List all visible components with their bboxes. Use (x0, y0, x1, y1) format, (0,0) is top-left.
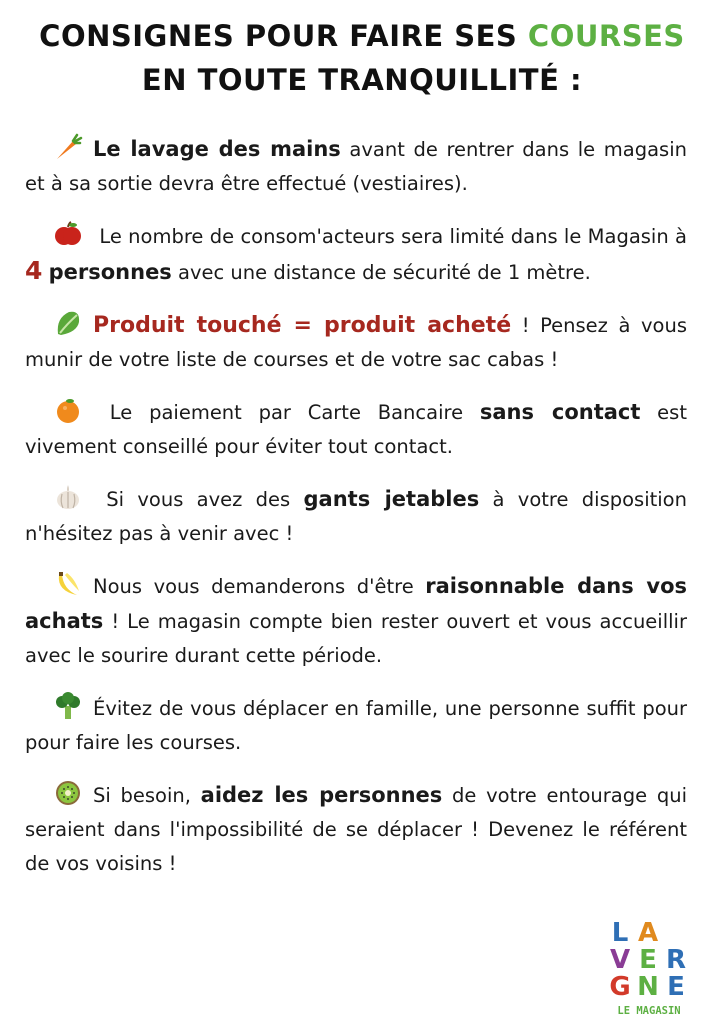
broccoli-icon (53, 691, 83, 721)
title-line-2: EN TOUTE TRANQUILLITÉ : (141, 63, 583, 97)
rule-text: de votre entourage qui seraient dans l'impossibilité de se déplacer ! Devenez le référent de vos voisins ! (25, 784, 687, 875)
rule-item (25, 308, 687, 377)
rule-text: Nous vous demanderons d'être (93, 575, 426, 598)
logo-row (606, 920, 692, 946)
logo-letter: A (637, 918, 659, 948)
rule-text: à votre disposition n'hésitez pas à venir avec ! (25, 488, 687, 545)
logo-letter: R (665, 945, 687, 975)
rule-text: Si vous avez des (93, 488, 304, 511)
logo-letter: G (609, 972, 631, 1002)
logo-subtitle: LE MAGASIN (617, 1005, 681, 1017)
la-vergne-logo (606, 920, 692, 1020)
kiwi-icon (53, 778, 83, 808)
rule-text: Évitez de vous déplacer en famille, une personne suffit pour pour faire les courses. (25, 697, 687, 754)
rule-item (25, 132, 687, 201)
logo-letter: L (611, 918, 629, 948)
rule-text: ! Le magasin compte bien rester ouvert et vous accueillir avec le sourire durant cette période. (25, 610, 687, 667)
rule-emphasis: raisonnable dans vos achats (25, 574, 687, 633)
logo-row (606, 947, 692, 973)
rule-emphasis: aidez les personnes (200, 783, 443, 807)
garlic-icon (53, 482, 83, 512)
title-line-1-highlight: COURSES (527, 19, 685, 53)
rule-emphasis: sans contact (479, 400, 641, 424)
orange-icon (53, 395, 83, 425)
rule-emphasis: Le lavage des mains (93, 137, 341, 161)
rule-text: ! Pensez à vous munir de votre liste de courses et de votre sac cabas ! (25, 314, 687, 371)
rule-text: avec une distance de sécurité de 1 mètre. (171, 261, 591, 284)
rule-item (25, 691, 687, 760)
rule-text: avant de rentrer dans le magasin et à sa sortie devra être effectué (vestiaires). (25, 138, 687, 195)
logo-row (606, 974, 692, 1000)
apple-icon (53, 219, 83, 249)
rule-item (25, 778, 687, 881)
banana-icon (53, 569, 83, 599)
poster-title (0, 14, 724, 102)
rule-emphasis: gants jetables (303, 487, 480, 511)
title-line-1 (0, 14, 724, 58)
rule-item (25, 482, 687, 551)
rule-emphasis: 4 (25, 256, 43, 285)
title-line-1-prefix: CONSIGNES POUR FAIRE SES (39, 19, 528, 53)
logo-letter: V (609, 945, 631, 975)
logo-letter: N (637, 972, 659, 1002)
rule-text: Le nombre de consom'acteurs sera limité dans le Magasin à (93, 225, 687, 248)
rules-list (25, 132, 687, 899)
lettuce-icon (53, 308, 83, 338)
rule-item (25, 219, 687, 290)
rule-text: Le paiement par Carte Bancaire (93, 401, 480, 424)
carrot-icon (53, 132, 83, 162)
logo-letter: E (639, 945, 657, 975)
rule-text: Si besoin, (93, 784, 201, 807)
rule-item (25, 395, 687, 464)
rule-emphasis: personnes (48, 260, 172, 284)
logo-letter: E (667, 972, 685, 1002)
rule-emphasis: Produit touché = produit acheté (93, 313, 512, 338)
rule-text: est vivement conseillé pour éviter tout contact. (25, 401, 687, 458)
rule-item (25, 569, 687, 673)
